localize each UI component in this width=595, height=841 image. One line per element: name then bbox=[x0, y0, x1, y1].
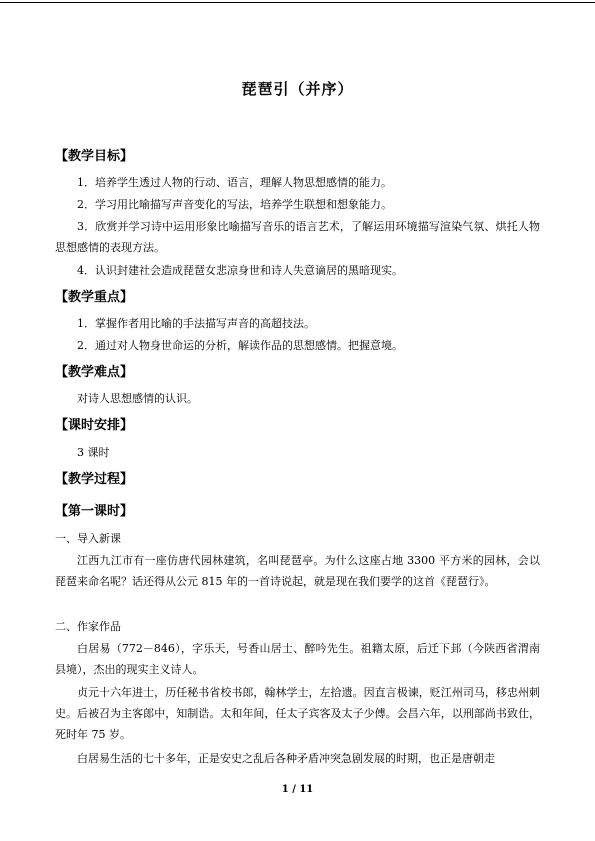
section-key-points-heading: 【教学重点】 bbox=[55, 290, 134, 305]
part1-text: 江西九江市有一座仿唐代园林建筑，名叫琵琶亭。为什么这座占地 3300 平方米的园林，会以琵琶来命名呢？话还得从公元 815 年的一首诗说起，就是现在我们要学的这首《琵琶行》。 bbox=[55, 554, 540, 588]
section-goals-heading: 【教学目标】 bbox=[55, 149, 134, 164]
part2-paragraph-3: 白居易生活的七十多年，正是安史之乱后各种矛盾冲突急剧发展的时期，也正是唐朝走 bbox=[77, 752, 495, 765]
key-point-item-2: 2．通过对人物身世命运的分析，解读作品的思想感情。把握意境。 bbox=[77, 339, 403, 352]
goal-item-1: 1．培养学生透过人物的行动、语言，理解人物思想感情的能力。 bbox=[77, 176, 392, 189]
section-first-period-heading: 【第一课时】 bbox=[55, 504, 134, 519]
schedule-text: 3 课时 bbox=[77, 446, 110, 459]
difficulty-text: 对诗人思想感情的认识。 bbox=[77, 392, 198, 405]
page-title: 琵琶引（并序） bbox=[241, 80, 354, 98]
part2-paragraph-1: 白居易（772－846），字乐天，号香山居士、醉吟先生。祖籍太原，后迁下邽（今陕西省渭南县境），杰出的现实主义诗人。 bbox=[55, 642, 540, 676]
part1-heading: 一、导入新课 bbox=[55, 532, 121, 545]
part2-paragraph-2: 贞元十六年进士，历任秘书省校书郎，翰林学士，左拾遗。因直言极谏，贬江州司马，移忠州刺史。后被召为主客郎中，知制诰。太和年间，任太子宾客及太子少傅。会昌六年，以刑部尚书致仕，死时年 75 岁。 bbox=[55, 686, 540, 741]
section-process-heading: 【教学过程】 bbox=[55, 472, 134, 487]
section-difficulties-heading: 【教学难点】 bbox=[55, 365, 134, 380]
top-rule bbox=[0, 2, 595, 3]
goal-item-3: 3．欣赏并学习诗中运用形象比喻描写音乐的语言艺术，了解运用环境描写渲染气氛、烘托人物思想感情的表现方法。 bbox=[55, 220, 540, 254]
page-number: 1 / 11 bbox=[281, 784, 314, 795]
goal-item-2: 2．学习用比喻描写声音变化的写法，培养学生联想和想象能力。 bbox=[77, 198, 392, 211]
goal-item-4: 4．认识封建社会造成琵琶女悲凉身世和诗人失意谪居的黑暗现实。 bbox=[77, 264, 403, 277]
key-point-item-1: 1．掌握作者用比喻的手法描写声音的高超技法。 bbox=[77, 317, 315, 330]
section-schedule-heading: 【课时安排】 bbox=[55, 418, 134, 433]
part2-heading: 二、作家作品 bbox=[55, 620, 121, 633]
